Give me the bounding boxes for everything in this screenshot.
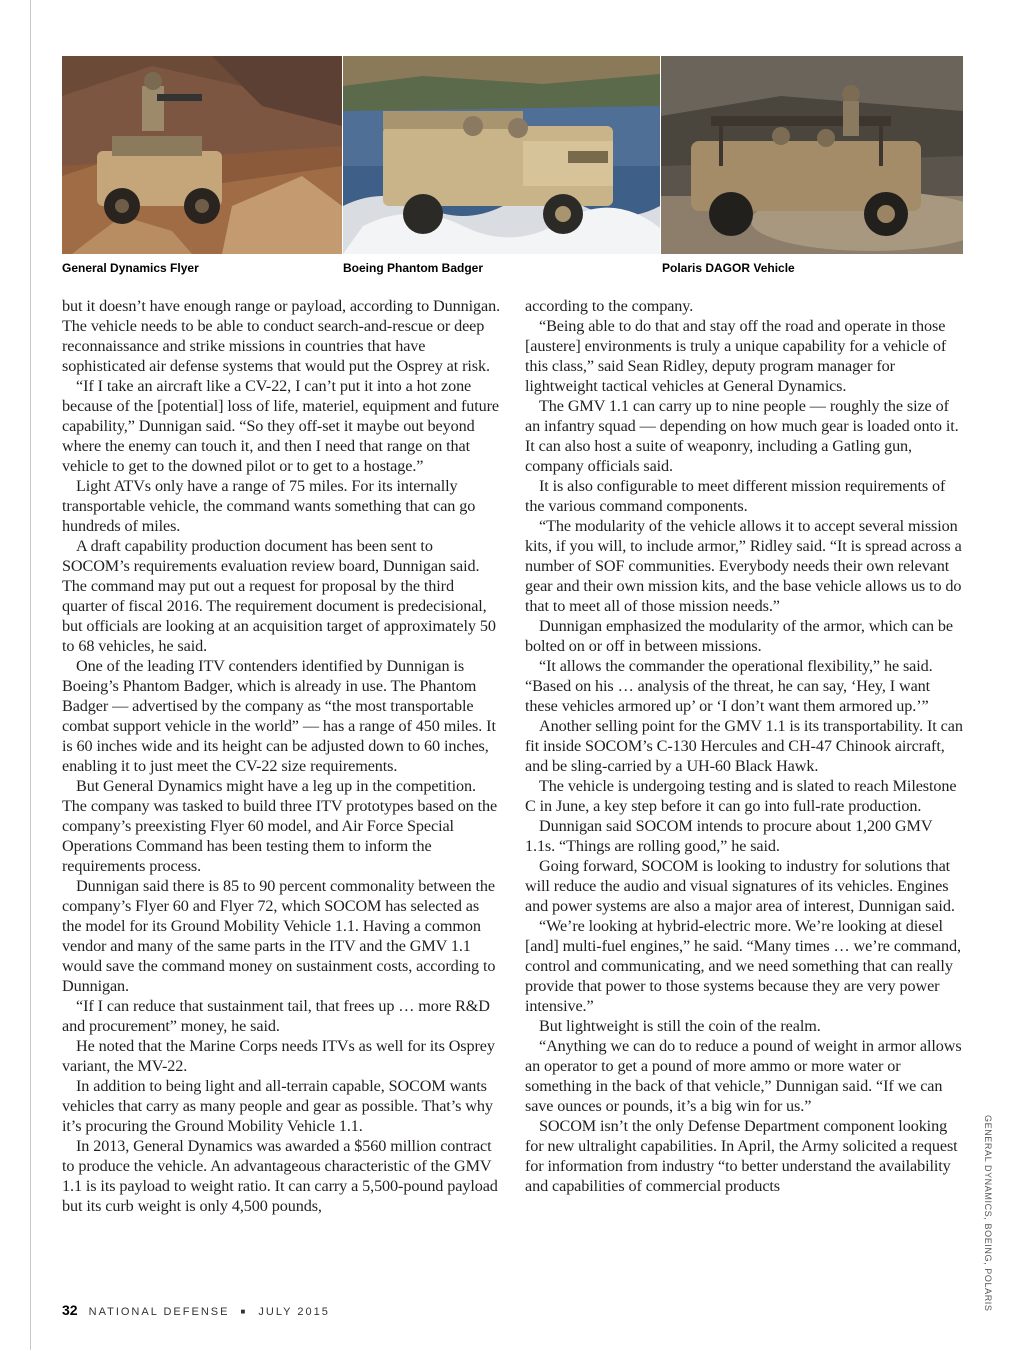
paragraph: “If I can reduce that sustainment tail, that frees up … more R&D and procurement” money, he said.	[62, 997, 490, 1035]
vehicle-photo-dirt-trail-icon	[661, 56, 963, 254]
paragraph: Dunnigan said there is 85 to 90 percent commonality between the company’s Flyer 60 and Flyer 72, which SOCOM has selected as the model for its Ground Mobility Vehicle 1.1. Having a common vendor and many of the same parts in the ITV and the GMV 1.1 would save the command money on sustainment costs, according to Dunnigan.	[62, 877, 496, 995]
issue-date: JULY 2015	[258, 1306, 330, 1318]
vehicle-photo-water-crossing-icon	[343, 56, 660, 254]
paragraph: “The modularity of the vehicle allows it to accept several mission kits, if you will, to include armor,” Ridley said. “It is spread across a number of SOF communities. Everybody needs their own relevant gear and their own mission kits, and the base vehicle allows us to do that to meet all of those mission needs.”	[525, 517, 962, 615]
article-column-right	[525, 296, 965, 1196]
paragraph: “We’re looking at hybrid-electric more. We’re looking at diesel [and] multi-fuel engines,” he said. “Many times … we’re command, control and communicating, and we need something that can really provide that power to those systems because they are very power intensive.”	[525, 917, 961, 1015]
caption-photo-1: General Dynamics Flyer	[62, 261, 199, 275]
paragraph: The vehicle is undergoing testing and is slated to reach Milestone C in June, a key step before it can go into full-rate production.	[525, 777, 957, 815]
paragraph: but it doesn’t have enough range or payload, according to Dunnigan. The vehicle needs to be able to conduct search-and-rescue or deep reconnaissance and strike missions in countries that have sophisticated air defense systems that would put the Osprey at risk.	[62, 297, 501, 375]
paragraph: Another selling point for the GMV 1.1 is its transportability. It can fit inside SOCOM’s C-130 Hercules and CH-47 Chinook aircraft, and be sling-carried by a UH-60 Black Hawk.	[525, 717, 963, 775]
paragraph: But General Dynamics might have a leg up in the competition. The company was tasked to build three ITV prototypes based on the company’s preexisting Flyer 60 model, and Air Force Special Operations Command has been testing them to inform the requirements process.	[62, 777, 498, 875]
paragraph: Dunnigan emphasized the modularity of the armor, which can be bolted on or off in between missions.	[525, 617, 953, 655]
page-footer	[62, 1302, 330, 1318]
paragraph: Light ATVs only have a range of 75 miles. For its internally transportable vehicle, the command wants something that can go hundreds of miles.	[62, 477, 476, 535]
paragraph: according to the company.	[525, 297, 694, 315]
paragraph: “Anything we can do to reduce a pound of weight in armor allows an operator to get a pound of more ammo or more water or something in the back of that vehicle,” Dunnigan said. “If we can save ounces or pounds, it’s a big win for us.”	[525, 1037, 962, 1115]
paragraph: It is also configurable to meet different mission requirements of the various command components.	[525, 477, 946, 515]
footer-separator: ■	[240, 1307, 248, 1316]
paragraph: In addition to being light and all-terrain capable, SOCOM wants vehicles that carry as many people and gear as possible. That’s why it’s procuring the Ground Mobility Vehicle 1.1.	[62, 1077, 493, 1135]
photo-boeing-phantom-badger	[343, 56, 660, 254]
paragraph: “Being able to do that and stay off the road and operate in those [austere] environments is truly a unique capability for a vehicle of this class,” said Sean Ridley, deputy program manager for lightweight tactical vehicles at General Dynamics.	[525, 317, 947, 395]
page-edge-rule	[30, 0, 31, 1350]
caption-photo-3: Polaris DAGOR Vehicle	[662, 261, 795, 275]
page-number: 32	[62, 1302, 78, 1318]
caption-photo-2: Boeing Phantom Badger	[343, 261, 484, 275]
paragraph: One of the leading ITV contenders identified by Dunnigan is Boeing’s Phantom Badger, which is already in use. The Phantom Badger — advertised by the company as “the most transportable combat support vehicle in the world” — has a range of 450 miles. It is 60 inches wide and its height can be adjusted down to 60 inches, enabling it to just meet the CV-22 size requirements.	[62, 657, 496, 775]
paragraph: “It allows the commander the operational flexibility,” he said. “Based on his … analysis of the threat, he can say, ‘Hey, I want these vehicles armored up’ or ‘I don’t want them armored up.’”	[525, 657, 933, 715]
photo-polaris-dagor-vehicle	[661, 56, 963, 254]
photo-credit: GENERAL DYNAMICS, BOEING, POLARIS	[983, 1115, 993, 1312]
paragraph: But lightweight is still the coin of the realm.	[539, 1017, 821, 1035]
paragraph: He noted that the Marine Corps needs ITVs as well for its Osprey variant, the MV-22.	[62, 1037, 495, 1075]
paragraph: SOCOM isn’t the only Defense Department component looking for new ultralight capabilities. In April, the Army solicited a request for information from industry “to better understand the availability and capabilities of commercial products	[525, 1117, 958, 1195]
paragraph: “If I take an aircraft like a CV-22, I can’t put it into a hot zone because of the [potential] loss of life, materiel, equipment and future capability,” Dunnigan said. “So they off-set it maybe out beyond where the enemy can touch it, and then I need that range on that vehicle to get to the downed pilot or to get to a hostage.”	[62, 377, 499, 475]
paragraph: The GMV 1.1 can carry up to nine people — roughly the size of an infantry squad — depending on how much gear is loaded onto it. It can also host a suite of weaponry, including a Gatling gun, company officials said.	[525, 397, 959, 475]
paragraph: In 2013, General Dynamics was awarded a $560 million contract to produce the vehicle. An advantageous characteristic of the GMV 1.1 is its payload to weight ratio. It can carry a 5,500-pound payload but its curb weight is only 4,500 pounds,	[62, 1137, 498, 1215]
paragraph: Dunnigan said SOCOM intends to procure about 1,200 GMV 1.1s. “Things are rolling good,” he said.	[525, 817, 933, 855]
paragraph: Going forward, SOCOM is looking to industry for solutions that will reduce the audio and visual signatures of its vehicles. Engines and power systems are also a major area of interest, Dunnigan said.	[525, 857, 955, 915]
vehicle-photo-desert-rocks-icon	[62, 56, 342, 254]
article-column-left	[62, 296, 502, 1216]
publication-name: NATIONAL DEFENSE	[88, 1306, 230, 1318]
photo-general-dynamics-flyer	[62, 56, 342, 254]
paragraph: A draft capability production document has been sent to SOCOM’s requirements evaluation review board, Dunnigan said. The command may put out a request for proposal by the third quarter of fiscal 2016. The requirement document is predecisional, but officials are looking at an acquisition target of approximately 50 to 68 vehicles, he said.	[62, 537, 496, 655]
